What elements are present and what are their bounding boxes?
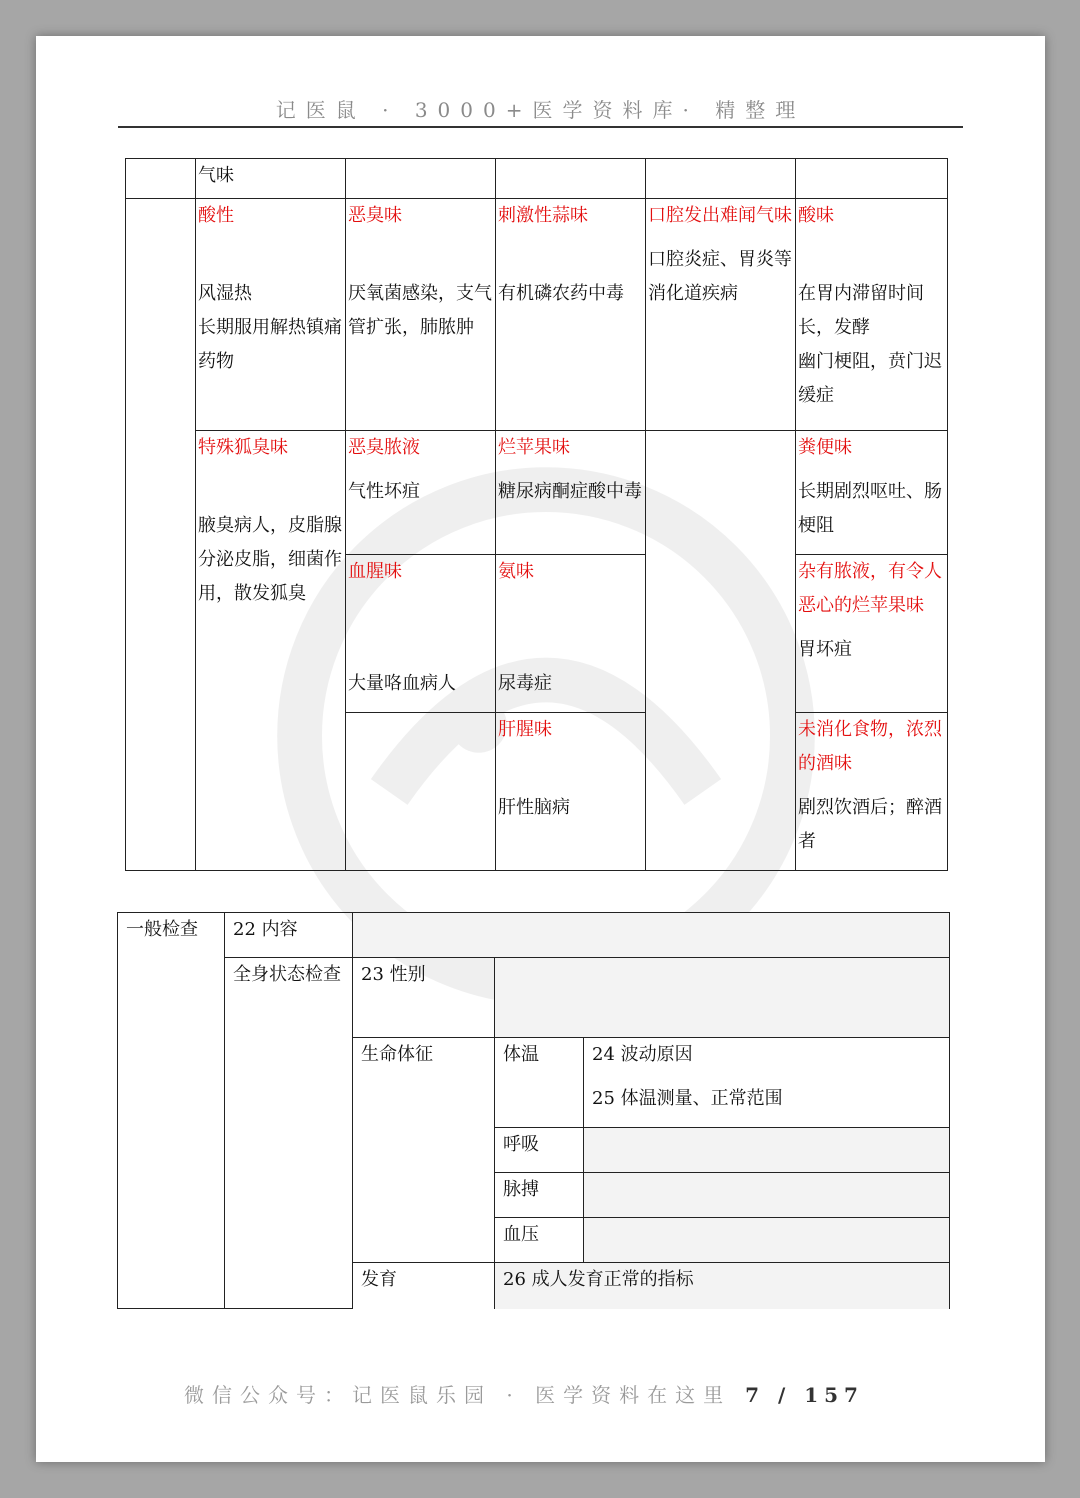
odor-cell-ammonia <box>496 555 646 713</box>
exam-outline-table <box>117 912 950 1309</box>
odor-cell-garlic <box>496 199 646 431</box>
odor-title: 烂苹果味 <box>498 437 570 458</box>
odor-title: 未消化食物，浓烈的酒味 <box>798 719 942 774</box>
odor-cell-mouth <box>646 199 796 431</box>
odor-title: 恶臭味 <box>348 205 402 226</box>
odor-cell-liver <box>496 713 646 871</box>
vital-blood-pressure: 血压 <box>495 1218 584 1263</box>
odor-title: 酸性 <box>198 205 234 226</box>
odor-cell-apple <box>496 431 646 555</box>
odor-cause: 幽门梗阻，贲门迟缓症 <box>798 351 942 406</box>
odor-title: 血腥味 <box>348 561 402 582</box>
odor-cause: 胃坏疽 <box>798 639 852 660</box>
outline-item: 26 成人发育正常的指标 <box>495 1263 950 1309</box>
odor-cause: 风湿热 <box>198 283 252 304</box>
outline-item: 24 波动原因 25 体温测量、正常范围 <box>584 1038 950 1128</box>
vital-respiration: 呼吸 <box>495 1128 584 1173</box>
odor-cause: 长期服用解热镇痛药物 <box>198 317 342 372</box>
odor-title: 口腔发出难闻气味 <box>648 205 792 226</box>
odor-cell-foxy <box>196 431 346 871</box>
page-header: 记医鼠 · 3000+医学资料库· 精整理 <box>118 96 963 128</box>
odor-title: 杂有脓液，有令人恶心的烂苹果味 <box>798 561 942 616</box>
odor-title: 恶臭脓液 <box>348 437 420 458</box>
outline-item: 22 内容 <box>225 913 353 958</box>
vital-temperature: 体温 <box>495 1038 584 1128</box>
odor-cause: 长期剧烈呕吐、肠梗阻 <box>798 481 942 536</box>
odor-cause: 腋臭病人，皮脂腺分泌皮脂，细菌作用，散发狐臭 <box>198 515 342 604</box>
table-row <box>118 958 950 1038</box>
section-general-exam: 一般检查 <box>118 913 225 1309</box>
odor-cause: 肝性脑病 <box>498 797 570 818</box>
odor-title: 特殊狐臭味 <box>198 437 288 458</box>
outline-item: 23 性别 <box>353 958 495 1038</box>
odor-cell-foul <box>346 199 496 431</box>
table-row <box>126 159 948 199</box>
odor-cause: 尿毒症 <box>498 673 552 694</box>
table-row <box>126 431 948 555</box>
odor-cause: 气性坏疽 <box>348 481 420 502</box>
odor-cell-pus <box>346 431 496 555</box>
odor-cell-alcohol <box>796 713 948 871</box>
page-number: 7 / 157 <box>745 1383 864 1407</box>
odor-title: 氨味 <box>498 561 534 582</box>
odor-cell-blood <box>346 555 496 713</box>
footer-text: 微信公众号：记医鼠乐园 · 医学资料在这里 <box>184 1383 732 1407</box>
odor-cause: 厌氧菌感染，支气管扩张，肺脓肿 <box>348 283 492 338</box>
odor-title: 酸味 <box>798 205 834 226</box>
odor-label: 气味 <box>196 159 346 199</box>
odor-cause: 糖尿病酮症酸中毒 <box>498 481 642 502</box>
section-development: 发育 <box>353 1263 495 1309</box>
odor-cell-acidic <box>196 199 346 431</box>
odor-cause: 在胃内滞留时间长，发酵 <box>798 283 924 338</box>
odor-cause: 口腔炎症、胃炎等消化道疾病 <box>648 249 792 304</box>
odor-cause: 有机磷农药中毒 <box>498 283 624 304</box>
odor-cell-sour <box>796 199 948 431</box>
vital-pulse: 脉搏 <box>495 1173 584 1218</box>
page-footer <box>184 1380 904 1410</box>
section-whole-body: 全身状态检查 <box>225 958 353 1309</box>
odor-cell-feces <box>796 431 948 555</box>
odor-title: 粪便味 <box>798 437 852 458</box>
table-row <box>118 913 950 958</box>
section-vital-signs: 生命体征 <box>353 1038 495 1263</box>
table-row <box>126 199 948 431</box>
odor-table <box>125 158 948 871</box>
odor-title: 刺激性蒜味 <box>498 205 588 226</box>
odor-title: 肝腥味 <box>498 719 552 740</box>
document-page <box>36 36 1045 1462</box>
odor-cause: 剧烈饮酒后；醉酒者 <box>798 797 942 852</box>
odor-cell-mixed <box>796 555 948 713</box>
odor-cause: 大量咯血病人 <box>348 673 456 694</box>
